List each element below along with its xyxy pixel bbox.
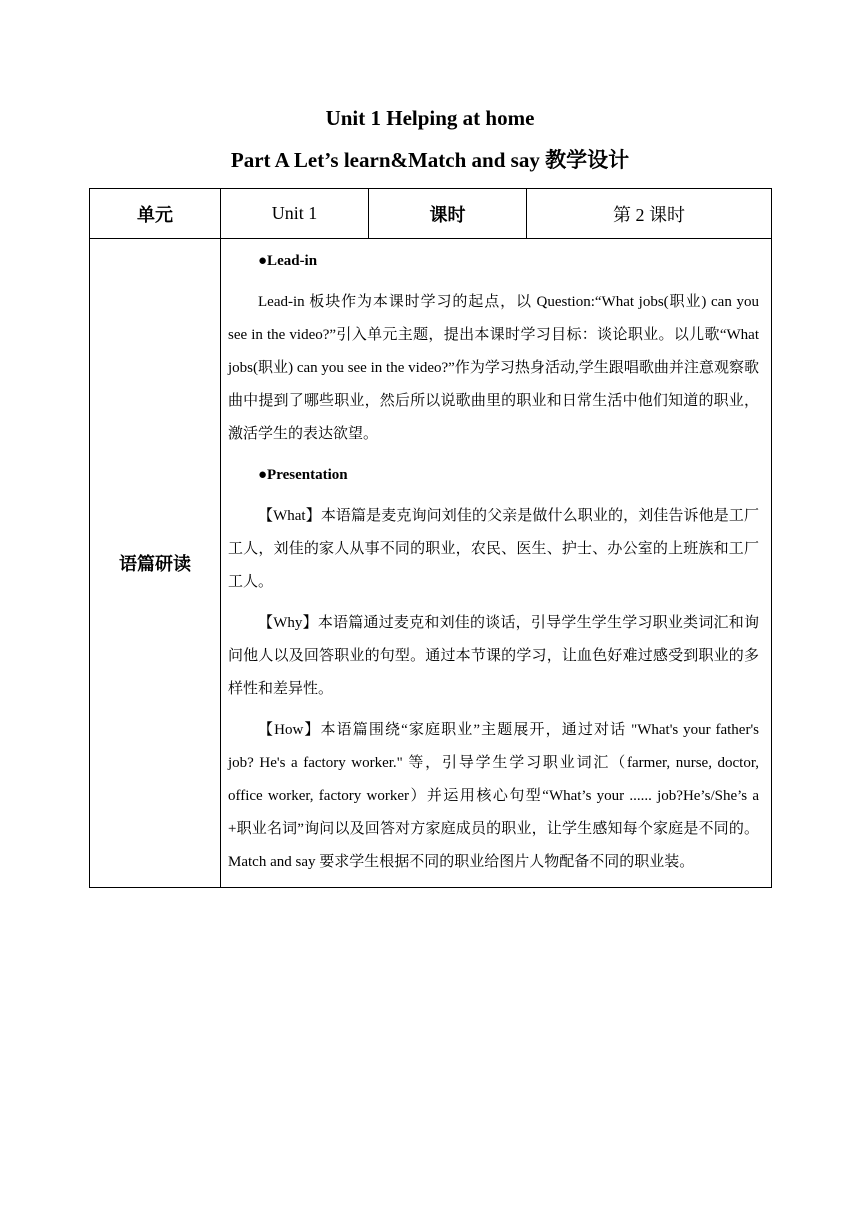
presentation-heading: ●Presentation: [258, 467, 348, 483]
lesson-value-cell: 第 2 课时: [527, 189, 772, 239]
lesson-plan-table: [89, 188, 772, 888]
document-subtitle: Part A Let’s learn&Match and say 教学设计: [230, 148, 630, 172]
why-paragraph: 【Why】本语篇通过麦克和刘佳的谈话，引导学生学生学习职业类词汇和询问他人以及回答职业的句型。通过本节课的学习，让血色好难过感受到职业的多样性和差异性。: [228, 615, 759, 697]
section-content-cell: [221, 239, 772, 888]
table-header-row: [90, 189, 772, 239]
unit-label-cell: 单元: [90, 189, 221, 239]
document-title: Unit 1 Helping at home: [325, 106, 535, 130]
lead-in-paragraph: Lead-in 板块作为本课时学习的起点，以 Question:“What jobs(职业) can you see in the video?”引入单元主题，提出本课时学习目标：谈论职业。以儿歌“What jobs(职业) can you see in the video?”作为学习热身活动,学生跟唱歌曲并注意观察歌曲中提到了哪些职业，然后所以说歌曲里的职业和日常生活中他们知道的职业，激活学生的表达欲望。: [228, 294, 759, 442]
lesson-label-cell: 课时: [369, 189, 527, 239]
what-paragraph: 【What】本语篇是麦克询问刘佳的父亲是做什么职业的，刘佳告诉他是工厂工人，刘佳的家人从事不同的职业，农民、医生、护士、办公室的上班族和工厂工人。: [228, 508, 759, 590]
lead-in-heading: ●Lead-in: [258, 253, 318, 269]
how-paragraph: 【How】本语篇围绕“家庭职业”主题展开，通过对话 "What's your father's job? He's a factory worker." 等，引导学生学习职业词汇（farmer, nurse, doctor, office worker, factory worker）并运用核心句型“What’s your ...... job?He’s/She’s a +职业名词”询问以及回答对方家庭成员的职业，让学生感知每个家庭是不同的。Match and say 要求学生根据不同的职业给图片人物配备不同的职业装。: [228, 722, 759, 870]
text-analysis-row: [90, 239, 772, 888]
section-label-cell: 语篇研读: [90, 239, 221, 888]
unit-value-cell: Unit 1: [221, 189, 369, 239]
